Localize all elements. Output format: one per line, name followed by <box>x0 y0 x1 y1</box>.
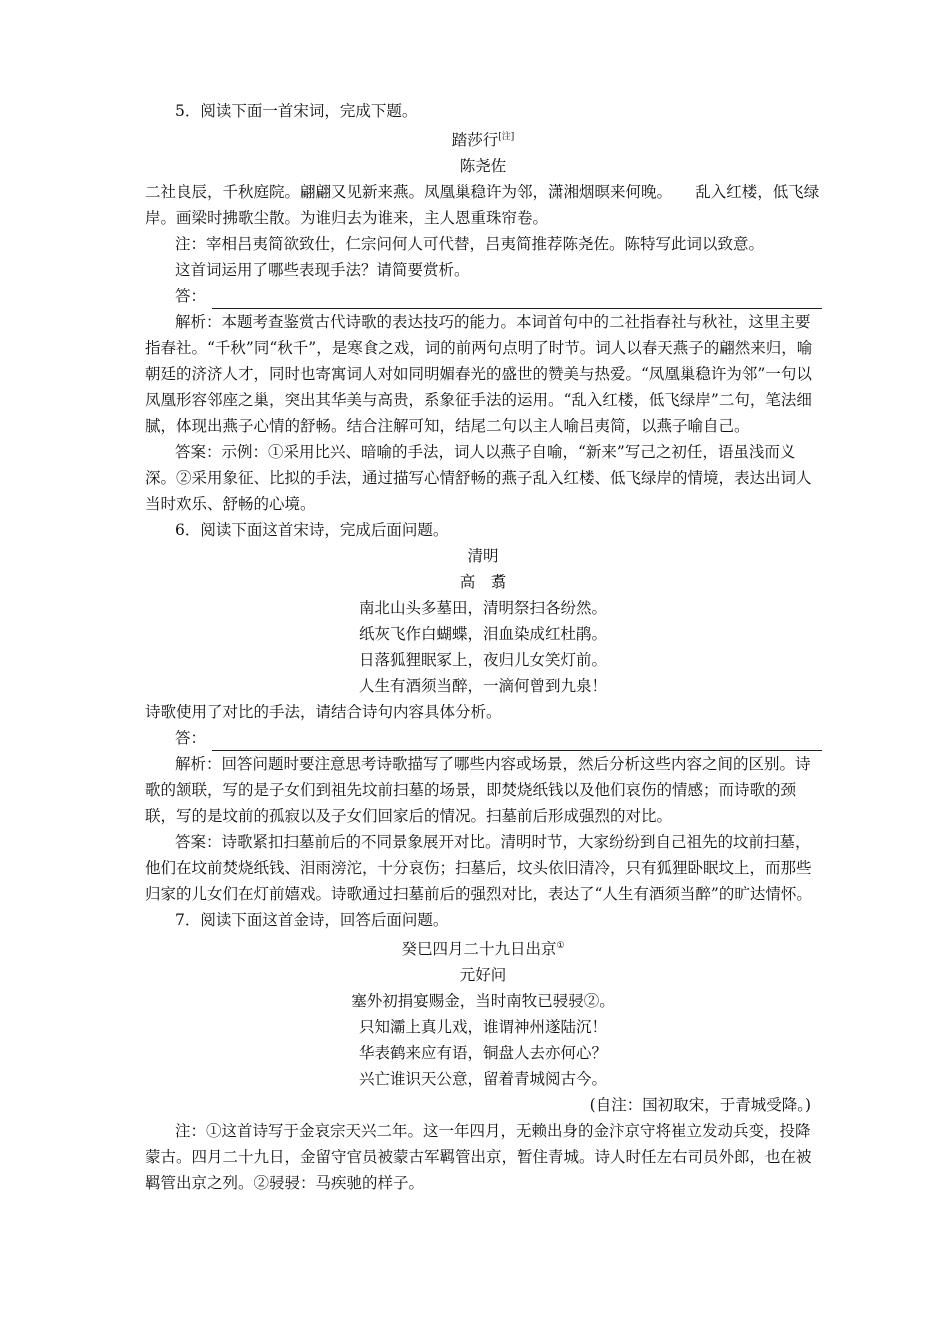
q5-answer-line <box>145 283 821 309</box>
q7-note: 注：①这首诗写于金哀宗天兴二年。这一年四月，无赖出身的金汴京守将崔立发动兵变，投降蒙古。四月二十九日，金留守官员被蒙古军羁管出京，暂住青城。诗人时任左右司员外郎，也在被羁管出京之列。②骎骎：马疾驰的样子。 <box>145 1122 812 1192</box>
q7-poem-line: 只知灞上真儿戏，谁谓神州遂陆沉！ <box>358 1018 607 1036</box>
q6-answer-blank[interactable] <box>212 733 822 751</box>
q6-title: 清明 <box>467 547 499 565</box>
q7-title-note: ① <box>556 941 565 951</box>
q6-answer-line <box>145 725 821 751</box>
q5-title-note: [注] <box>498 132 515 142</box>
q5-heading: 5．阅读下面一首宋词，完成下题。 <box>175 102 418 120</box>
q6-poem-line: 纸灰飞作白蝴蝶，泪血染成红杜鹃。 <box>358 625 607 643</box>
q7-title-text: 癸巳四月二十九日出京 <box>401 940 557 958</box>
q6-answer: 答案：诗歌紧扣扫墓前后的不同景象展开对比。清明时节，大家纷纷到自己祖先的坟前扫墓，他们在坟前焚烧纸钱、泪雨滂沱，十分哀伤；扫墓后，坟头依旧清冷，只有狐狸卧眠坟上，而那些归家的儿女们在灯前嬉戏。诗歌通过扫墓前后的强烈对比，表达了“人生有酒须当醉”的旷达情怀。 <box>145 833 812 903</box>
q6-poem-line: 日落狐狸眠冢上，夜归儿女笑灯前。 <box>358 651 607 669</box>
q7-poem-line: 华表鹤来应有语，铜盘人去亦何心？ <box>358 1044 607 1062</box>
q7-heading: 7．阅读下面这首金诗，回答后面问题。 <box>175 911 449 929</box>
q6-poem-line: 南北山头多墓田，清明祭扫各纷然。 <box>358 599 607 617</box>
q6-question: 诗歌使用了对比的手法，请结合诗句内容具体分析。 <box>145 703 502 721</box>
q6-heading: 6．阅读下面这首宋诗，完成后面问题。 <box>175 521 449 539</box>
q5-answer: 答案：示例：①采用比兴、暗喻的手法，词人以燕子自喻，“新来”写己之初任，语虽浅而义深。②采用象征、比拟的手法，通过描写心情舒畅的燕子乱入红楼、低飞绿岸的情境，表达出词人当时欢乐、舒畅的心境。 <box>145 443 812 513</box>
q6-author: 高 翥 <box>459 573 507 591</box>
q5-note: 注：宰相吕夷简欲致仕，仁宗问何人可代替，吕夷简推荐陈尧佐。陈特写此词以致意。 <box>175 235 765 253</box>
q6-analysis: 解析：回答问题时要注意思考诗歌描写了哪些内容或场景，然后分析这些内容之间的区别。诗歌的颔联，写的是子女们到祖先坟前扫墓的场景，即焚烧纸钱以及他们哀伤的情感；而诗歌的颈联，写的是坟前的孤寂以及子女们回家后的情况。扫墓前后形成强烈的对比。 <box>145 755 811 825</box>
q7-poem-line: 兴亡谁识天公意，留着青城阅古今。 <box>358 1070 607 1088</box>
q7-author: 元好问 <box>459 966 507 984</box>
q6-poem-line: 人生有酒须当醉，一滴何曾到九泉！ <box>358 677 607 695</box>
document-page <box>145 98 821 1196</box>
q5-author: 陈尧佐 <box>459 157 507 175</box>
q7-poem-line: 塞外初捐宴赐金，当时南牧已骎骎②。 <box>351 992 615 1010</box>
q5-analysis: 解析：本题考查鉴赏古代诗歌的表达技巧的能力。本词首句中的二社指春社与秋社，这里主要指春社。“千秋”同“秋千”，是寒食之戏，词的前两句点明了时节。词人以春天燕子的翩然来归，喻朝廷的济济人才，同时也寄寓词人对如同明媚春光的盛世的赞美与热爱。“凤凰巢稳许为邻”一句以凤凰形容邻座之巢，突出其华美与高贵，系象征手法的运用。“乱入红楼，低飞绿岸”二句，笔法细腻，体现出燕子心情的舒畅。结合注解可知，结尾二句以主人喻吕夷简，以燕子喻自己。 <box>145 313 813 435</box>
q6-answer-label: 答： <box>175 729 207 747</box>
q5-answer-blank[interactable] <box>212 291 822 309</box>
q7-title <box>145 933 821 962</box>
q5-title-text: 踏莎行 <box>451 131 499 149</box>
q5-question: 这首词运用了哪些表现手法？请简要赏析。 <box>175 261 470 279</box>
q5-poem: 二社良辰，千秋庭院。翩翩又见新来燕。凤凰巢稳许为邻，潇湘烟暝来何晚。 乱入红楼，低飞绿岸。画梁时拂歌尘散。为谁归去为谁来，主人恩重珠帘卷。 <box>145 183 820 227</box>
q7-self-note: (自注：国初取宋，于青城受降。) <box>589 1096 811 1114</box>
q5-answer-label: 答： <box>175 287 207 305</box>
q5-title <box>145 124 821 153</box>
